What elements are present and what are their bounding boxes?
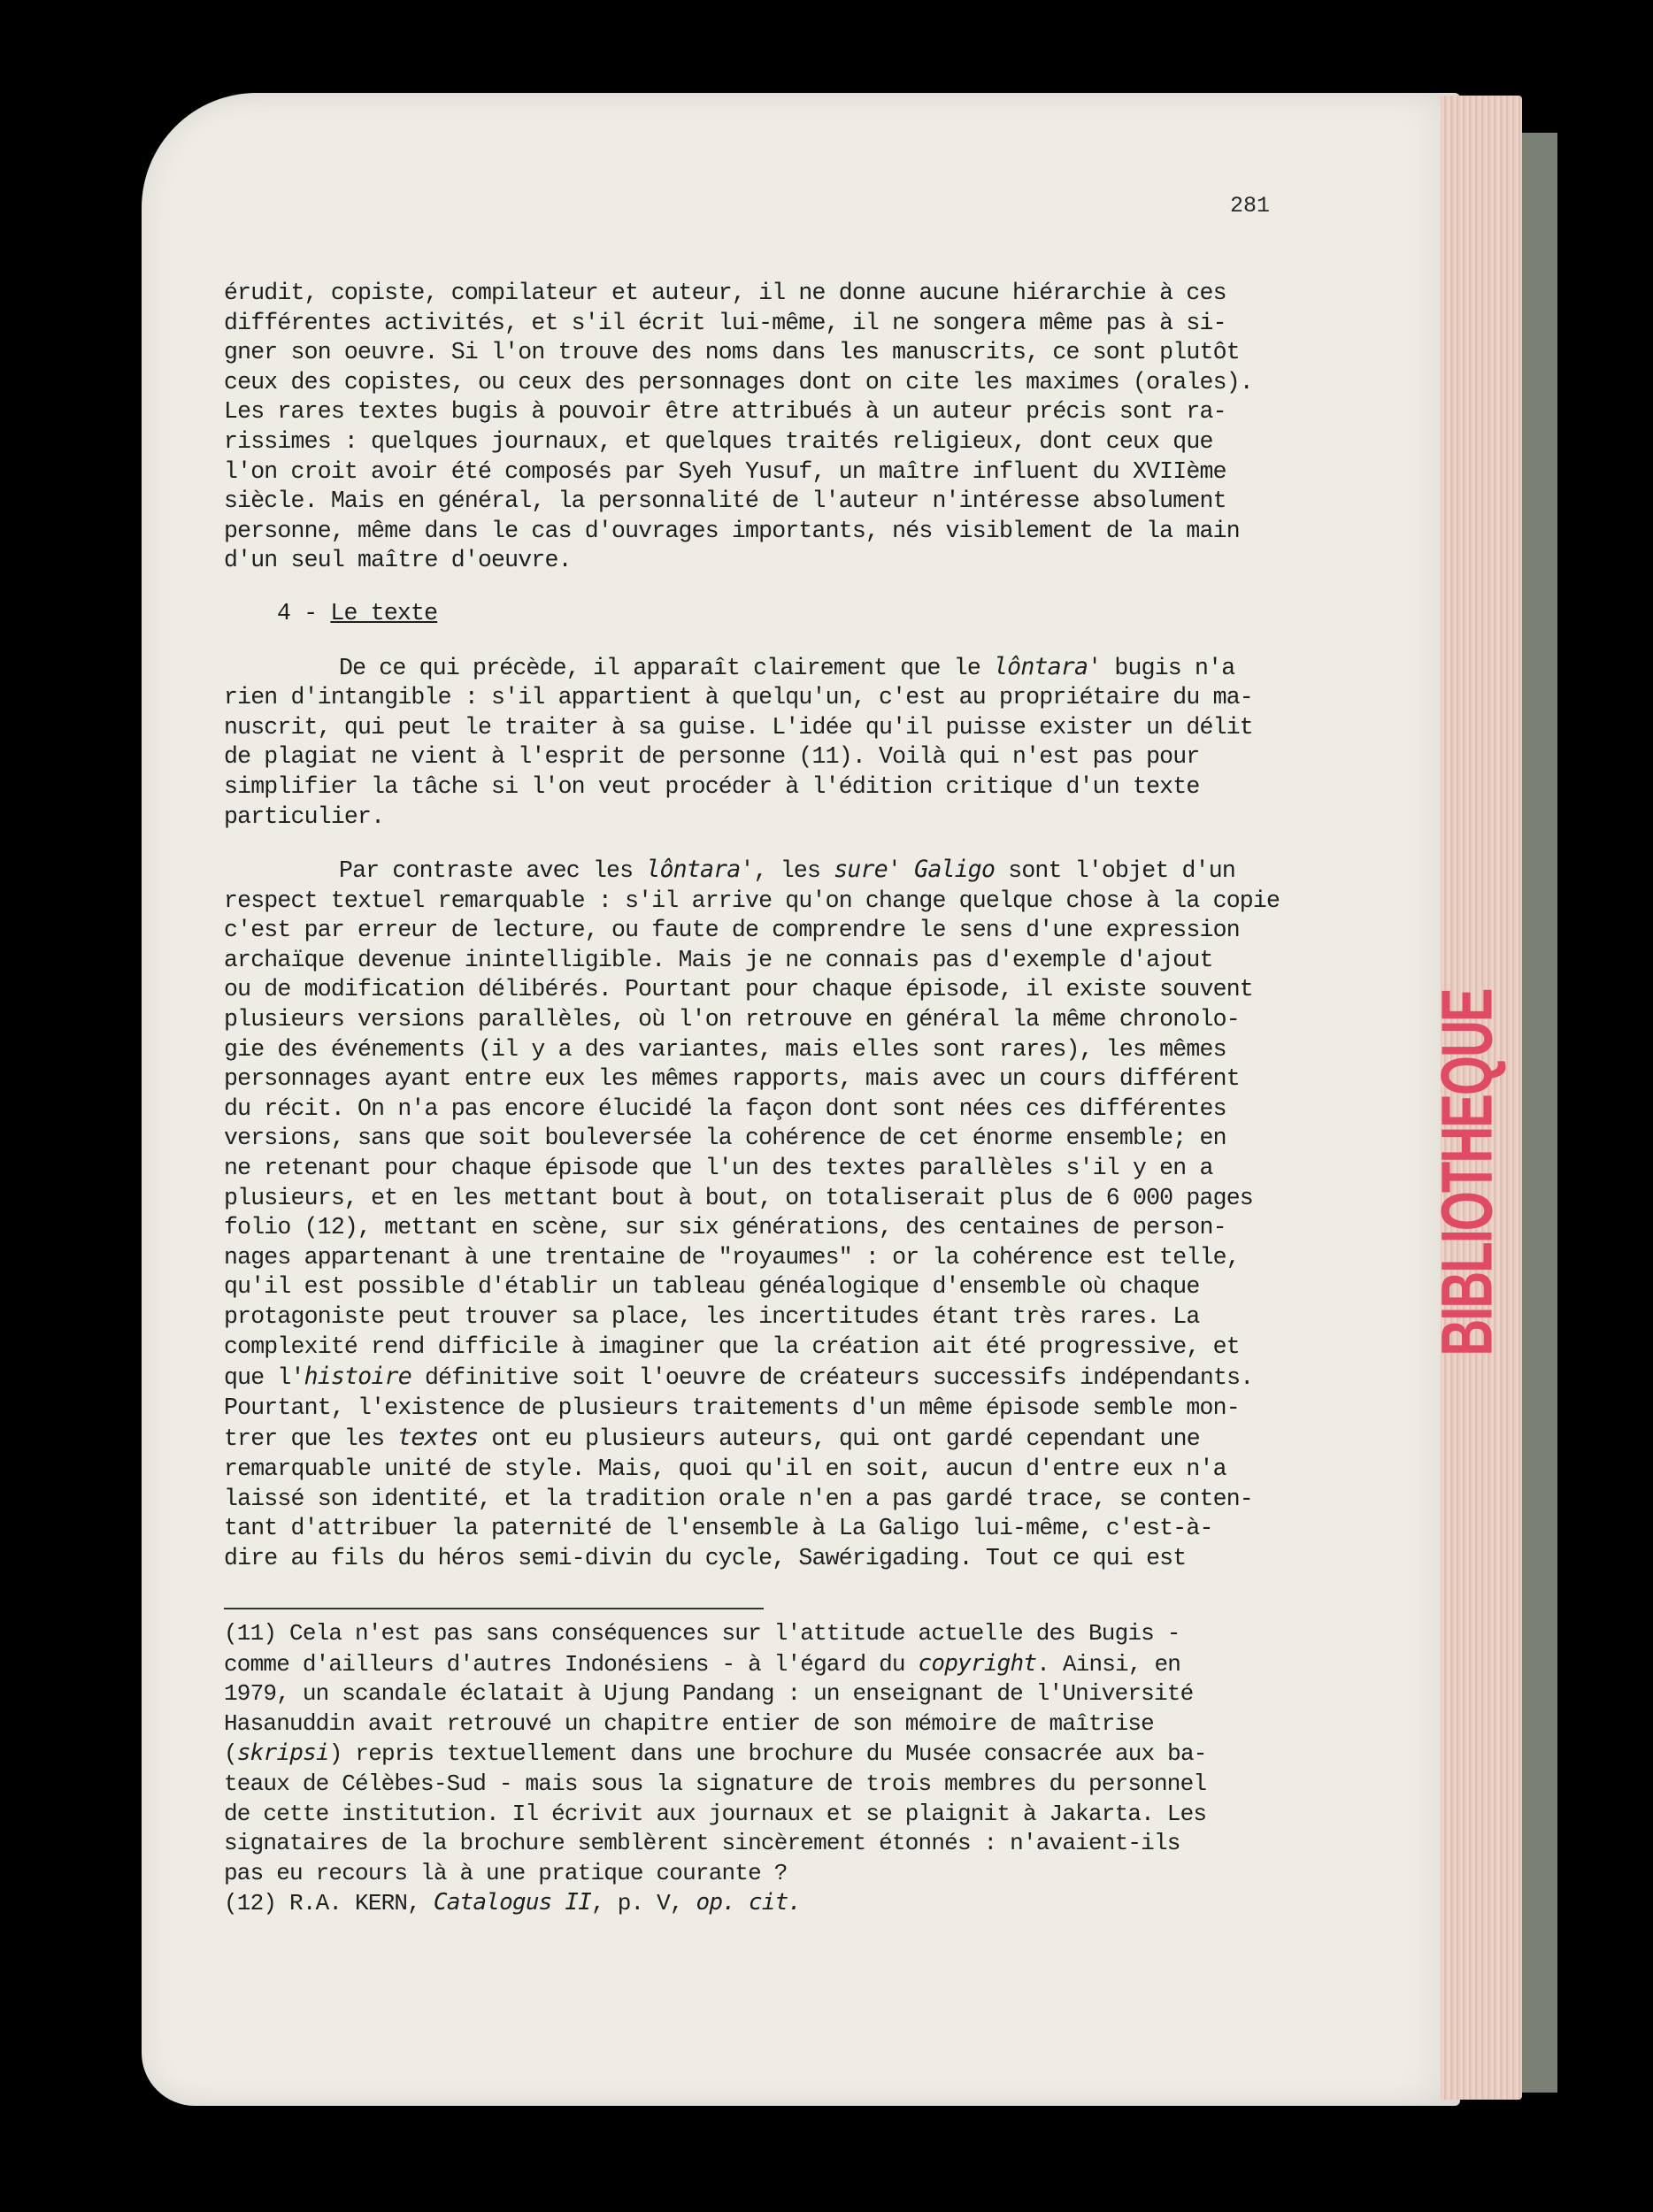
text-line: qu'il est possible d'établir un tableau généalogique d'ensemble où chaque: [224, 1273, 1200, 1301]
text-line: Par contraste avec les lôntara', les sure' Galigo sont l'objet d'un: [339, 856, 1235, 885]
footnote-divider: [224, 1608, 764, 1609]
text-line: De ce qui précède, il apparaît clairement que le lôntara' bugis n'a: [339, 652, 1235, 681]
paragraph-2: [224, 855, 1339, 1573]
body-text: [224, 279, 1339, 1573]
text-line: personne, même dans le cas d'ouvrages importants, nés visiblement de la main: [224, 517, 1240, 544]
text-line: respect textuel remarquable : s'il arrive qu'on change quelque chose à la copie: [224, 887, 1280, 914]
footnote-line: (skripsi) repris textuellement dans une brochure du Musée consacrée aux ba-: [224, 1740, 1207, 1768]
text-line: particulier.: [224, 803, 385, 830]
text-line: simplifier la tâche si l'on veut procéder à l'édition critique d'un texte: [224, 772, 1200, 800]
book-cover: [1522, 133, 1557, 2093]
text-line: complexité rend difficile à imaginer que la création ait été progressive, et: [224, 1333, 1240, 1360]
page-number: 281: [1230, 193, 1271, 219]
section-title: Le texte: [330, 599, 438, 626]
text-line: Pourtant, l'existence de plusieurs traitements d'un même épisode semble mon-: [224, 1394, 1240, 1421]
text-line: différentes activités, et s'il écrit lui-même, il ne songera même pas à si-: [224, 309, 1226, 336]
footnote-line: comme d'ailleurs d'autres Indonésiens - à l'égard du copyright. Ainsi, en: [224, 1649, 1181, 1678]
text-line: d'un seul maître d'oeuvre.: [224, 547, 572, 574]
text-line: rissimes : quelques journaux, et quelques traités religieux, dont ceux que: [224, 427, 1213, 455]
footnote-line: de cette institution. Il écrivit aux journaux et se plaignit à Jakarta. Les: [224, 1800, 1207, 1827]
text-line: protagoniste peut trouver sa place, les incertitudes étant très rares. La: [224, 1303, 1200, 1330]
text-line: c'est par erreur de lecture, ou faute de comprendre le sens d'une expression: [224, 917, 1240, 944]
text-line: plusieurs versions parallèles, où l'on retrouve en général la même chronolo-: [224, 1006, 1240, 1033]
section-number: 4 -: [277, 599, 318, 626]
text-line: archaïque devenue inintelligible. Mais je ne connais pas d'exemple d'ajout: [224, 946, 1213, 973]
text-line: ou de modification délibérés. Pourtant pour chaque épisode, il existe souvent: [224, 976, 1253, 1003]
paragraph-1: [224, 652, 1339, 833]
text-line: de plagiat ne vient à l'esprit de personne (11). Voilà qui n'est pas pour: [224, 743, 1200, 771]
text-line: gie des événements (il y a des variantes, mais elles sont rares), les mêmes: [224, 1035, 1226, 1063]
text-line: nuscrit, qui peut le traiter à sa guise. L'idée qu'il puisse exister un délit: [224, 713, 1253, 741]
text-line: trer que les textes ont eu plusieurs auteurs, qui ont gardé cependant une: [224, 1424, 1200, 1453]
footnote-line: (11) Cela n'est pas sans conséquences sur l'attitude actuelle des Bugis -: [224, 1620, 1180, 1647]
text-line: l'on croit avoir été composés par Syeh Yusuf, un maître influent du XVIIème: [224, 457, 1226, 485]
text-line: érudit, copiste, compilateur et auteur, il ne donne aucune hiérarchie à ces: [224, 280, 1226, 306]
text-line: remarquable unité de style. Mais, quoi qu'il en soit, aucun d'entre eux n'a: [224, 1455, 1226, 1482]
text-line: rien d'intangible : s'il appartient à quelqu'un, c'est au propriétaire du ma-: [224, 684, 1253, 711]
text-line: versions, sans que soit bouleversée la cohérence de cet énorme ensemble; en: [224, 1125, 1226, 1152]
text-line: laissé son identité, et la tradition orale n'en a pas gardé trace, se conten-: [224, 1485, 1253, 1512]
footnote-line: Hasanuddin avait retrouvé un chapitre entier de son mémoire de maîtrise: [224, 1709, 1154, 1737]
library-stamp: BIBLIOTHEQUE: [1426, 988, 1508, 1356]
footnote-line: teaux de Célèbes-Sud - mais sous la signature de trois membres du personnel: [224, 1770, 1207, 1797]
text-line: Les rares textes bugis à pouvoir être attribués à un auteur précis sont ra-: [224, 398, 1226, 426]
text-line: ne retenant pour chaque épisode que l'un des textes parallèles s'il y en a: [224, 1155, 1213, 1182]
text-line: du récit. On n'a pas encore élucidé la façon dont sont nées ces différentes: [224, 1094, 1226, 1122]
text-line: folio (12), mettant en scène, sur six générations, des centaines de person-: [224, 1214, 1226, 1241]
text-line: gner son oeuvre. Si l'on trouve des noms dans les manuscrits, ce sont plutôt: [224, 339, 1240, 366]
text-line: siècle. Mais en général, la personnalité de l'auteur n'intéresse absolument: [224, 488, 1226, 515]
text-line: plusieurs, et en les mettant bout à bout, on totaliserait plus de 6 000 pages: [224, 1184, 1253, 1211]
text-line: tant d'attribuer la paternité de l'ensemble à La Galigo lui-même, c'est-à-: [224, 1515, 1213, 1542]
footnote-line: 1979, un scandale éclatait à Ujung Pandang : un enseignant de l'Université: [224, 1680, 1194, 1708]
footnote-line: signataires de la brochure semblèrent sincèrement étonnés : n'avaient-ils: [224, 1830, 1180, 1857]
intro-paragraph: [224, 279, 1339, 576]
footnote-line: (12) R.A. KERN, Catalogus II, p. V, op. cit.: [224, 1889, 802, 1917]
text-line: ceux des copistes, ou ceux des personnages dont on cite les maximes (orales).: [224, 368, 1253, 396]
section-heading: [224, 599, 1339, 629]
footnotes: [224, 1619, 1339, 1919]
text-line: que l'histoire définitive soit l'oeuvre de créateurs successifs indépendants.: [224, 1363, 1254, 1392]
text-line: dire au fils du héros semi-divin du cycle, Sawérigading. Tout ce qui est: [224, 1544, 1187, 1571]
footnote-line: pas eu recours là à une pratique courante ?: [224, 1859, 788, 1886]
text-line: nages appartenant à une trentaine de "royaumes" : or la cohérence est telle,: [224, 1243, 1240, 1271]
text-line: personnages ayant entre eux les mêmes rapports, mais avec un cours différent: [224, 1065, 1240, 1093]
